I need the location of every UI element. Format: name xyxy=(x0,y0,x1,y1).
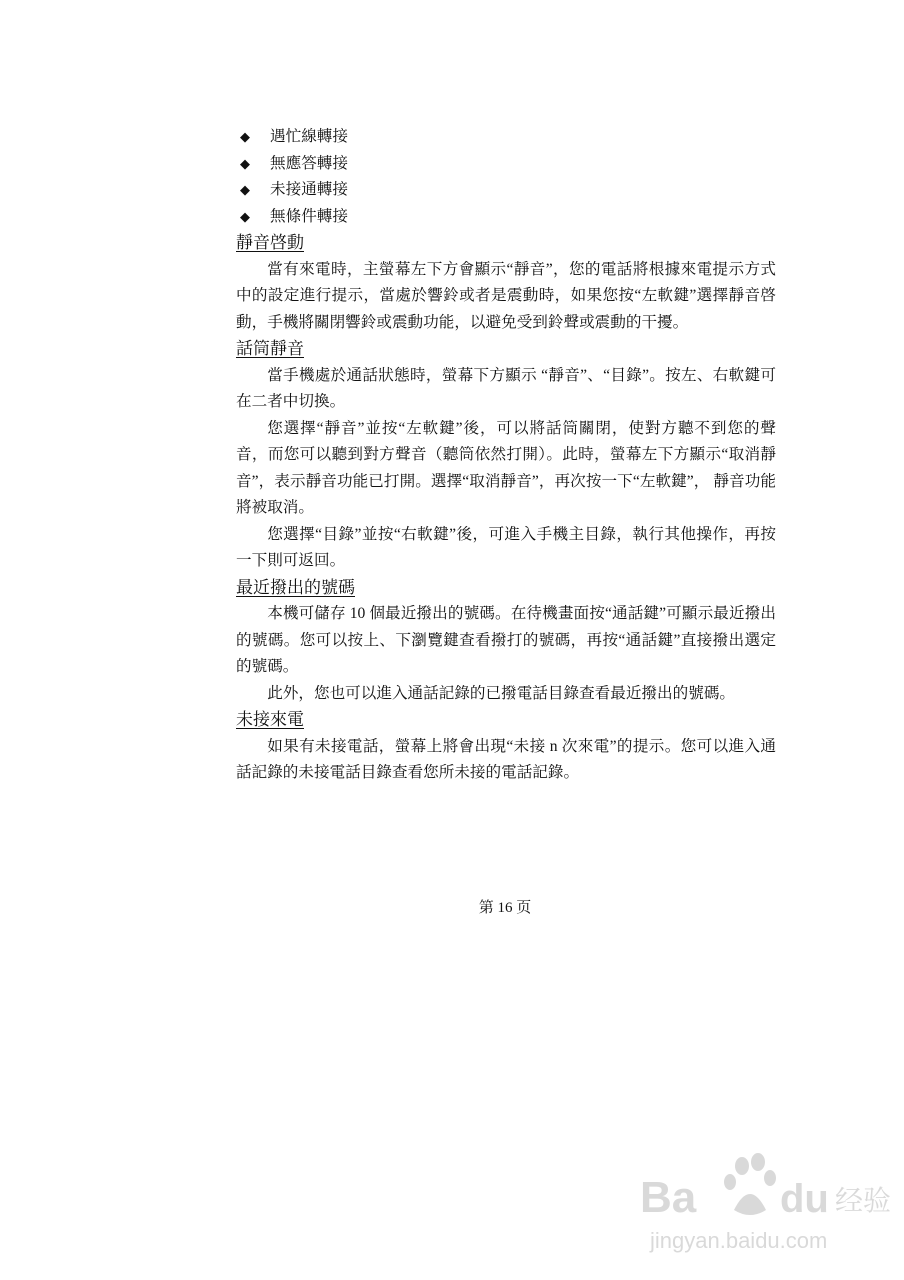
list-item: ◆ 無應答轉接 xyxy=(236,151,776,178)
section-heading-silent-ring: 靜音啓動 xyxy=(236,233,304,253)
baidu-watermark-logo xyxy=(630,1150,900,1260)
section-heading-recent-dialed: 最近撥出的號碼 xyxy=(236,577,355,598)
diamond-bullet-icon: ◆ xyxy=(240,208,250,224)
paragraph: 此外，您也可以進入通話記錄的已撥電話目錄查看最近撥出的號碼。 xyxy=(267,684,736,702)
list-item: ◆ 遇忙線轉接 xyxy=(236,124,776,151)
paragraph: 當有來電時，主螢幕左下方會顯示“靜音”，您的電話將根據來電提示方式中的設定進行提示，當處於響鈴或者是震動時，如果您按“左軟鍵”選擇靜音啓動，手機將關閉響鈴或震動功能，以避免受到鈴聲或震動的干擾。 xyxy=(236,260,776,331)
paragraph: 您選擇“靜音”並按“左軟鍵”後，可以將話筒關閉，使對方聽不到您的聲音，而您可以聽到對方聲音（聽筒依然打開）。此時，螢幕左下方顯示“取消靜音”，表示靜音功能已打開。選擇“取消靜音”，再次按一下“左軟鍵”， 靜音功能將被取消。 xyxy=(236,419,776,516)
svg-text:du: du xyxy=(780,1177,829,1221)
diamond-bullet-icon: ◆ xyxy=(240,129,250,144)
watermark-url: jingyan.baidu.com xyxy=(650,1228,828,1253)
document-body xyxy=(236,124,776,787)
page-number: 第 16 页 xyxy=(478,900,532,916)
list-item: ◆ 無條件轉接 xyxy=(236,204,776,231)
forwarding-list xyxy=(236,124,776,230)
section-heading-mic-mute: 話筒靜音 xyxy=(236,339,304,359)
list-item: ◆ 未接通轉接 xyxy=(236,177,776,204)
svg-text:Ba: Ba xyxy=(640,1173,697,1222)
paragraph: 當手機處於通話狀態時，螢幕下方顯示 “靜音”、“目錄”。按左、右軟鍵可在二者中切換。 xyxy=(236,366,776,410)
diamond-bullet-icon: ◆ xyxy=(240,182,250,197)
paragraph: 本機可儲存 10 個最近撥出的號碼。在待機畫面按“通話鍵”可顯示最近撥出的號碼。您可以按上、下瀏覽鍵查看撥打的號碼，再按“通話鍵”直接撥出選定的號碼。 xyxy=(236,605,776,675)
section-heading-missed-calls: 未接來電 xyxy=(236,710,304,730)
paragraph: 如果有未接電話，螢幕上將會出現“未接 n 次來電”的提示。您可以進入通話記錄的未接電話目錄查看您所未接的電話記錄。 xyxy=(236,737,776,781)
paragraph: 您選擇“目錄”並按“右軟鍵”後，可進入手機主目錄，執行其他操作，再按一下則可返回。 xyxy=(236,525,776,569)
paw-icon xyxy=(724,1153,776,1215)
svg-text:经验: 经验 xyxy=(835,1184,892,1217)
diamond-bullet-icon: ◆ xyxy=(240,155,250,171)
